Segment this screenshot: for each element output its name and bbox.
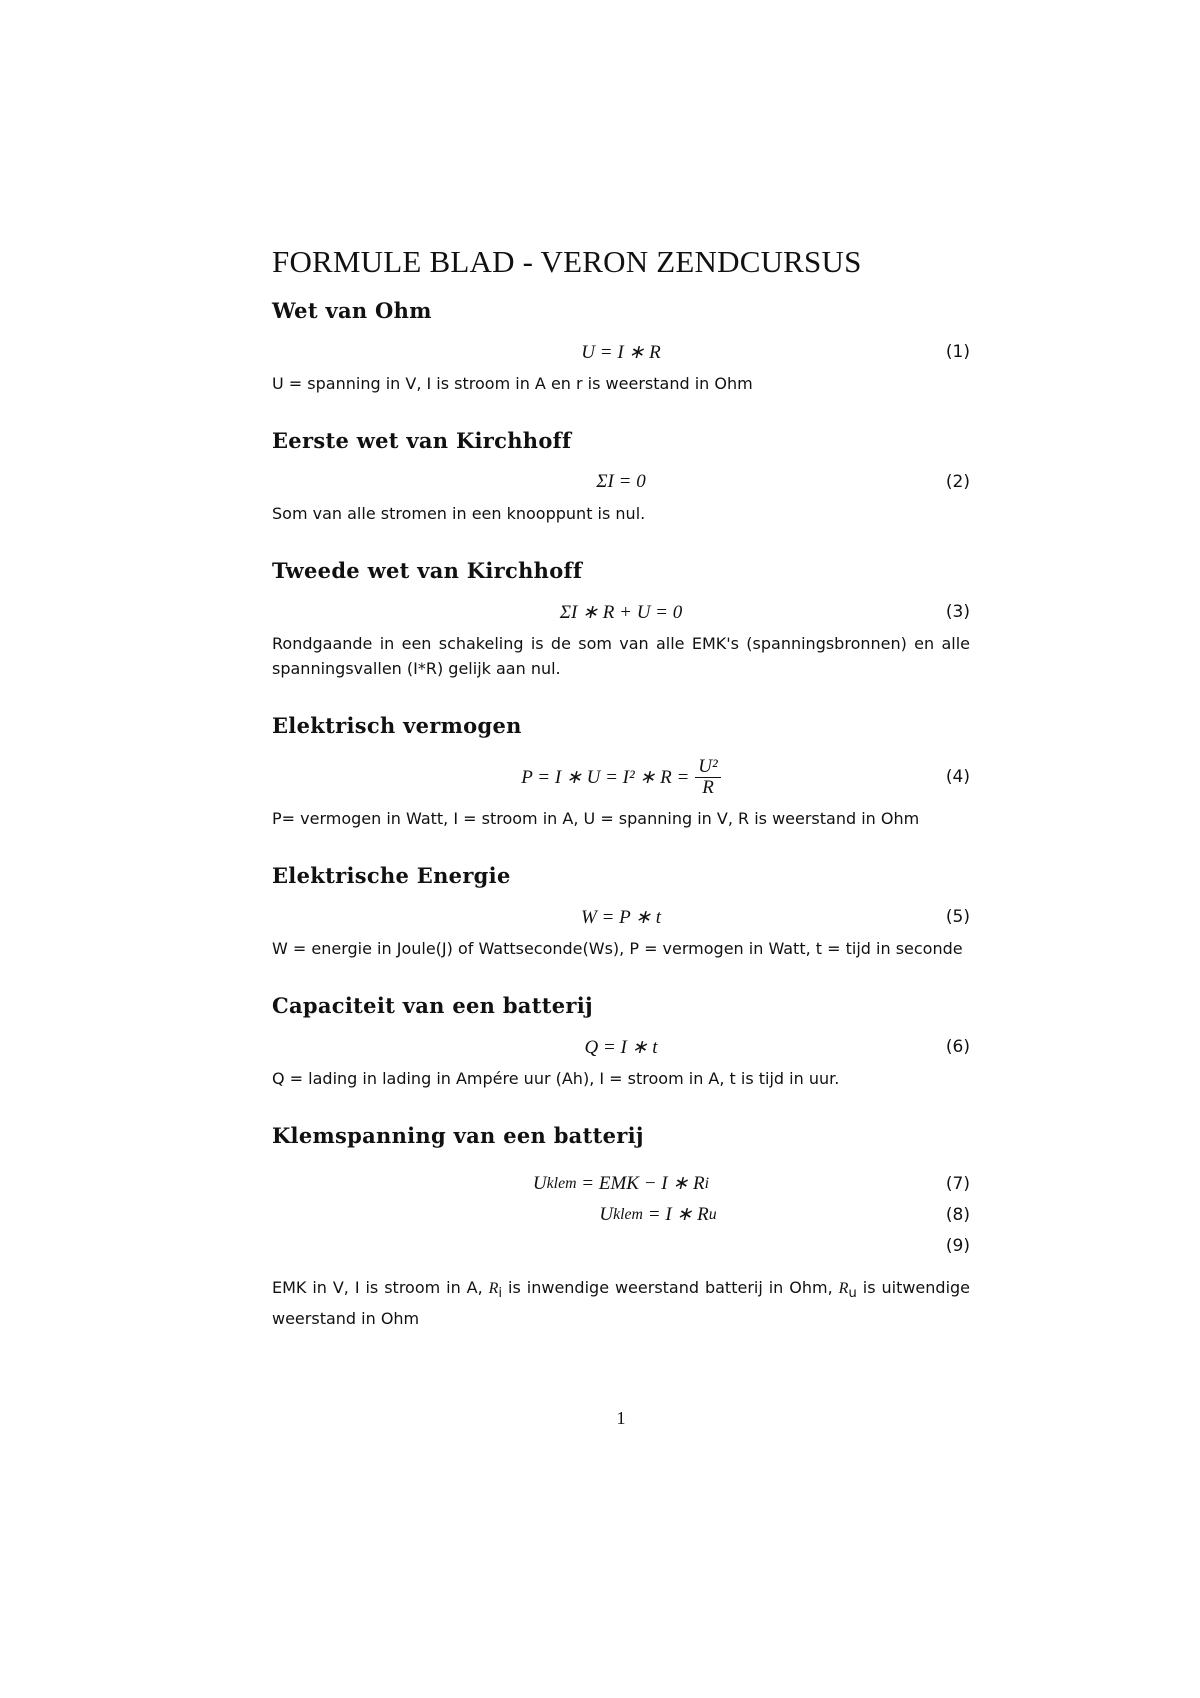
equation-lhs-subscript: klem: [546, 1174, 577, 1192]
section-heading: Elektrische Energie: [272, 863, 511, 888]
section-elektrisch-vermogen: [272, 712, 970, 831]
section-heading: Wet van Ohm: [272, 298, 432, 323]
section-heading: Eerste wet van Kirchhoff: [272, 428, 572, 453]
equation-row: [272, 751, 970, 803]
section-wet-van-ohm: [272, 297, 970, 396]
fraction-denominator: R: [702, 776, 714, 798]
equation-number: (4): [945, 767, 970, 787]
section-description: Q = lading in lading in Ampére uur (Ah), I = stroom in A, t is tijd in uur.: [272, 1069, 840, 1088]
equation-number: (7): [945, 1173, 970, 1194]
equation-rhs: = I ∗ R: [643, 1204, 709, 1225]
section-description: Som van alle stromen in een knooppunt is nul.: [272, 504, 646, 523]
equation: [533, 1172, 709, 1195]
equation: W = P ∗ t: [580, 906, 662, 928]
math-subscript: u: [848, 1286, 857, 1302]
equation-number: (2): [945, 472, 970, 492]
description-text: is uitwendige weerstand in Ohm: [272, 1278, 976, 1329]
equation-rhs-subscript: u: [708, 1205, 717, 1223]
section-klemspanning-batterij: [272, 1122, 976, 1331]
fraction: [695, 757, 720, 798]
section-heading: Klemspanning van een batterij: [272, 1123, 644, 1148]
equation-lhs: U: [599, 1203, 614, 1225]
equation-row: [272, 1031, 970, 1063]
section-description: W = energie in Joule(J) of Wattseconde(Ws), P = vermogen in Watt, t = tijd in seconde: [272, 939, 963, 958]
equation-lhs-subscript: klem: [613, 1205, 643, 1223]
equation: U = I ∗ R: [581, 341, 661, 363]
equation-number: (1): [945, 342, 970, 362]
section-heading: Capaciteit van een batterij: [272, 993, 593, 1018]
math-subscript: i: [498, 1286, 503, 1302]
section-elektrische-energie: [272, 862, 970, 961]
equation-row: [272, 596, 970, 628]
section-capaciteit-batterij: [272, 992, 970, 1091]
page-number: 1: [616, 1408, 626, 1428]
equation: [521, 757, 720, 798]
equation: Q = I ∗ t: [584, 1036, 658, 1058]
equation-number: (5): [945, 907, 970, 927]
equation-group: [272, 1168, 970, 1261]
equation-number: (8): [945, 1204, 970, 1225]
description-text: EMK in V, I is stroom in A,: [272, 1278, 489, 1297]
section-description: [272, 1275, 976, 1331]
equation-number: (6): [945, 1037, 970, 1057]
section-tweede-wet-kirchhoff: [272, 557, 970, 681]
equation-row: [272, 466, 970, 498]
equation: [599, 1203, 716, 1226]
equation-expression: P = I ∗ U = I² ∗ R =: [521, 766, 690, 788]
equation-lhs: U: [532, 1172, 547, 1194]
section-description: P= vermogen in Watt, I = stroom in A, U = spanning in V, R is weerstand in Ohm: [272, 809, 920, 828]
equation: ΣI = 0: [596, 471, 646, 492]
equation-number: (3): [945, 602, 970, 622]
equation-row: [272, 336, 970, 368]
math-symbol: R: [838, 1280, 849, 1297]
page-content: [272, 244, 976, 1362]
equation-row: [272, 1230, 970, 1261]
section-description: Rondgaande in een schakeling is de som van alle EMK's (spanningsbronnen) en alle spanningsvallen (I*R) gelijk aan nul.: [272, 634, 970, 678]
equation-rhs: = EMK − I ∗ R: [576, 1173, 705, 1194]
equation-number: (9): [945, 1235, 970, 1256]
equation-row: [272, 1199, 970, 1230]
description-text: is inwendige weerstand batterij in Ohm,: [502, 1278, 839, 1297]
page-title: FORMULE BLAD - VERON ZENDCURSUS: [272, 244, 862, 279]
math-symbol: R: [488, 1280, 499, 1297]
section-heading: Tweede wet van Kirchhoff: [272, 558, 583, 583]
equation: ΣI ∗ R + U = 0: [559, 601, 683, 623]
equation-row: [272, 1168, 970, 1199]
section-heading: Elektrisch vermogen: [272, 713, 522, 738]
equation-rhs-subscript: i: [704, 1174, 710, 1192]
equation-row: [272, 901, 970, 933]
fraction-numerator: U²: [695, 757, 720, 778]
section-eerste-wet-kirchhoff: [272, 427, 970, 526]
section-description: U = spanning in V, I is stroom in A en r is weerstand in Ohm: [272, 374, 753, 393]
